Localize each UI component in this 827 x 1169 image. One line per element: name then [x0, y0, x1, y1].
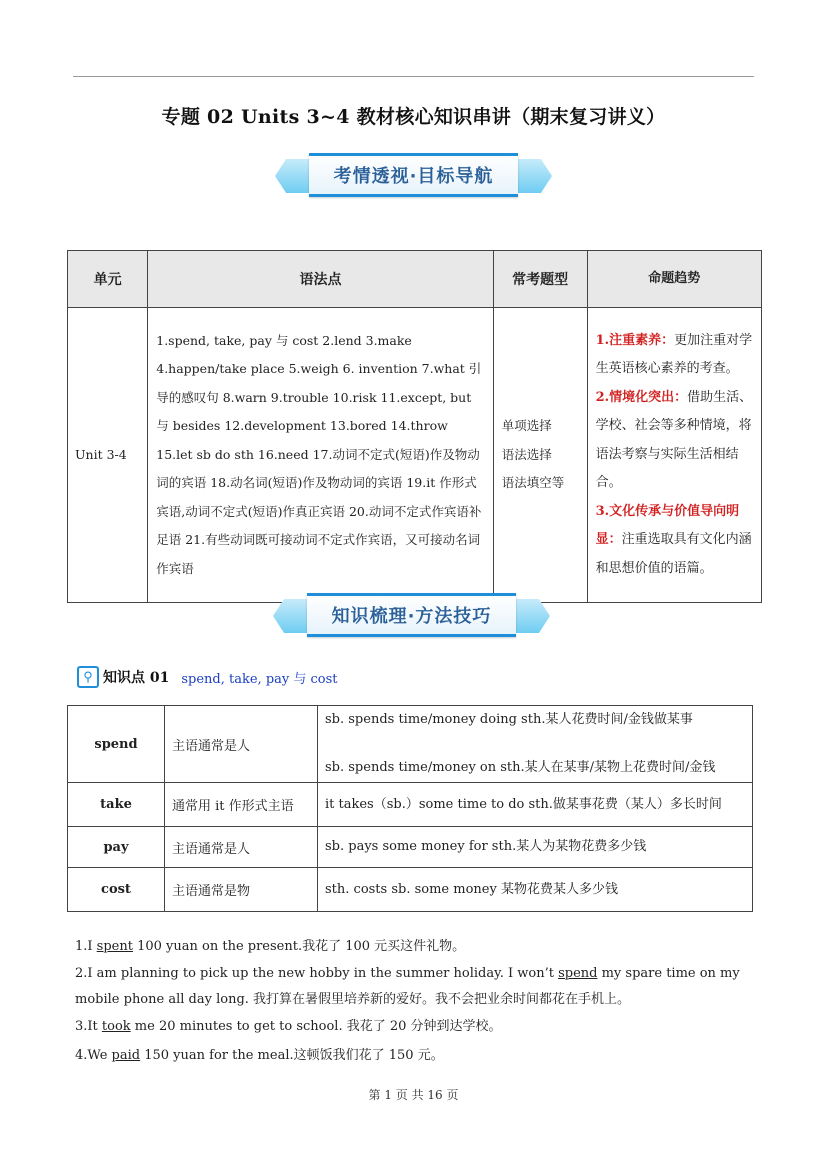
trend-item: 1.注重素养：更加注重对学生英语核心素养的考查。	[595, 332, 753, 377]
types-cell	[493, 308, 587, 603]
word-cell: spend	[68, 706, 165, 783]
type-item: 语法选择	[501, 446, 552, 462]
banner-exam-overview	[275, 153, 552, 199]
knowledge-point-label: 知识点 01	[103, 670, 170, 686]
page-title: 专题 02 Units 3~4 教材核心知识串讲（期末复习讲义）	[161, 106, 666, 128]
banner-exam-overview-label: 考情透视·目标导航	[333, 166, 494, 187]
subject-cell: 主语通常是物	[165, 868, 318, 912]
table-row	[68, 783, 753, 827]
trend-item: 2.情境化突出：借助生活、学校、社会等多种情境，将语法考察与实际生活相结合。	[595, 389, 753, 491]
subject-cell: 通常用 it 作形式主语	[165, 783, 318, 827]
type-item: 语法填空等	[501, 475, 565, 491]
example-sentence: 3.It took me 20 minutes to get to school. 我花了 20 分钟到达学校。	[75, 1019, 502, 1034]
example-sentence: 2.I am planning to pick up the new hobby in the summer holiday. I won’t spend my spare time on my mobile phone all day long. 我打算在暑假里培养新的爱好。我不会把业余时间都花在手机上。	[75, 966, 740, 1007]
header-types: 常考题型	[493, 251, 587, 308]
pattern-line: it takes（sb.）some time to do sth.做某事花费（某人）多长时间	[318, 783, 753, 827]
pattern-cell	[318, 706, 753, 783]
header-trend: 命题趋势	[587, 251, 761, 308]
example-sentence: 1.I spent 100 yuan on the present.我花了 100 元买这件礼物。	[75, 939, 466, 954]
banner-knowledge	[273, 593, 550, 639]
search-book-icon: ⚲	[77, 666, 99, 688]
grammar-cell: 1.spend, take, pay 与 cost 2.lend 3.make 4.happen/take place 5.weigh 6. invention 7.what 引导的感叹句 8.warn 9.trouble 10.risk 11.except, but 与 besides 12.development 13.bored 14.throw 15.let sb do sth 16.need 17.动词不定式(短语)作及物动词的宾语 18.动名词(短语)作及物动词的宾语 19.it 作形式宾语,动词不定式(短语)作真正宾语 20.动词不定式作宾语补足语 21.有些动词既可接动词不定式作宾语，又可接动名词作宾语	[148, 308, 494, 603]
table-row	[68, 868, 753, 912]
page-number: 第 1 页 共 16 页	[368, 1088, 459, 1102]
header-unit: 单元	[68, 251, 148, 308]
usage-table	[67, 705, 753, 912]
example-sentence: 4.We paid 150 yuan for the meal.这顿饭我们花了 150 元。	[75, 1048, 444, 1063]
table-row	[68, 827, 753, 868]
knowledge-point-subtitle: spend, take, pay 与 cost	[181, 671, 338, 687]
unit-cell: Unit 3-4	[68, 308, 148, 603]
word-cell: pay	[68, 827, 165, 868]
banner-knowledge-label: 知识梳理·方法技巧	[331, 606, 492, 627]
header-grammar: 语法点	[148, 251, 494, 308]
subject-cell: 主语通常是人	[165, 706, 318, 783]
overview-table	[67, 250, 762, 603]
pattern-line: sb. spends time/money doing sth.某人花费时间/金钱做某事	[325, 712, 693, 727]
pattern-line: sb. spends time/money on sth.某人在某事/某物上花费时间/金钱	[325, 760, 716, 775]
table-row	[68, 706, 753, 783]
trend-cell	[587, 308, 761, 603]
header-rule	[73, 76, 754, 77]
word-cell: take	[68, 783, 165, 827]
type-item: 单项选择	[501, 418, 552, 434]
trend-item: 3.文化传承与价值导向明显：注重选取具有文化内涵和思想价值的语篇。	[595, 503, 752, 576]
knowledge-point-heading	[77, 666, 338, 688]
pattern-line: sth. costs sb. some money 某物花费某人多少钱	[318, 868, 753, 912]
pattern-line: sb. pays some money for sth.某人为某物花费多少钱	[318, 827, 753, 868]
subject-cell: 主语通常是人	[165, 827, 318, 868]
word-cell: cost	[68, 868, 165, 912]
